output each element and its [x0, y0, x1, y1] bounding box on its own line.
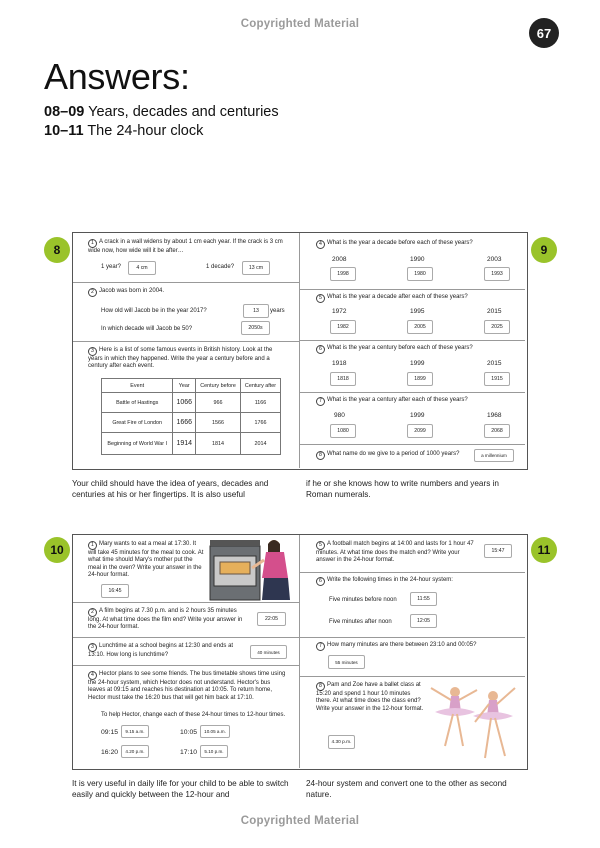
- s1-q5-year-3: 2015: [487, 308, 502, 315]
- s2-q4-question: 4 Hector plans to see some friends. The bus timetable shows time using the 24-hour system, which Hector does not understand. Hector's bus leaves at 09:15 and reaches his destination at 10:05. To return home, Hector must take the 16:20 bus that will get him back at 17:10.: [88, 671, 286, 701]
- s2-note-right: 24-hour system and convert one to the other as second nature.: [306, 779, 507, 799]
- s1-q7-year-2: 1999: [410, 412, 425, 419]
- s2-q4-answer-2: 10.05 a.m.: [200, 725, 230, 738]
- watermark-top: Copyrighted Material: [240, 18, 360, 30]
- s1-q2-answer-2: 2050s: [241, 321, 270, 335]
- s1-q2-question: 2 Jacob was born in 2004.: [88, 288, 288, 297]
- s1-q4-year-2: 1990: [410, 256, 425, 263]
- s2-q7-answer: 55 minutes: [328, 655, 365, 669]
- page-badge-9: 9: [531, 237, 557, 263]
- table-row: Battle of Hastings 1066 966 1166: [102, 393, 281, 413]
- s2-q4-answer-3: 4.20 p.m.: [121, 745, 149, 758]
- s2-note-left: It is very useful in daily life for your child to be able to switch easily and quickly between the 12-hour and: [72, 779, 289, 799]
- s1-q6-answer-1: 1818: [330, 372, 356, 386]
- subtitle-1: 08–09 Years, decades and centuries: [44, 104, 279, 120]
- s1-q6-question: 6 What is the year a century before each of these years?: [316, 345, 516, 354]
- s1-q2-unit: years: [270, 308, 285, 314]
- s1-q3-question: 3 Here is a list of some famous events in British history. Look at the years in which they happened. Write the year a century before and a century after each event.: [88, 347, 273, 370]
- s1-q1-answer-1: 4 cm: [128, 261, 156, 275]
- page-title: Answers:: [44, 56, 190, 97]
- watermark-bottom: Copyrighted Material: [240, 815, 360, 827]
- s1-q1-question: 1 A crack in a wall widens by about 1 cm each year. If the crack is 3 cm wide now, how wide will it be after…: [88, 239, 283, 254]
- s2-q6-label-1: Five minutes before noon: [329, 597, 397, 603]
- s1-q7-answer-1: 1080: [330, 424, 356, 438]
- s2-q1-answer: 16:45: [101, 584, 129, 598]
- s1-q1-label-2: 1 decade?: [206, 264, 235, 270]
- s1-q6-answer-3: 1915: [484, 372, 510, 386]
- s2-q8-question: 8 Pam and Zoe have a ballet class at 15:20 and spend 1 hour 10 minutes there. At what time does the class end? Write your answer in the 12-hour format.: [316, 682, 424, 712]
- s1-q8-answer: a millennium: [474, 449, 514, 462]
- s1-q4-answer-2: 1980: [407, 267, 433, 281]
- s2-q4-time-2: 10:05: [180, 729, 198, 736]
- s1-q7-year-3: 1968: [487, 412, 502, 419]
- s2-q8-answer: 4.30 p.m.: [328, 735, 355, 749]
- page-badge-11: 11: [531, 537, 557, 563]
- page-badge-8: 8: [44, 237, 70, 263]
- s2-q4-time-3: 16:20: [101, 749, 119, 756]
- s2-q4-answer-1: 9.15 a.m.: [121, 725, 149, 738]
- s2-q6-answer-2: 12:05: [410, 614, 437, 628]
- s1-note-left: Your child should have the idea of years, decades and centuries at his or her fingertips. It is also useful: [72, 479, 269, 499]
- s2-q4-instruction: To help Hector, change each of these 24-hour times to 12-hour times.: [101, 712, 286, 718]
- s2-q4-answer-4: 5.10 p.m.: [200, 745, 228, 758]
- oven-woman-illustration: [208, 538, 296, 601]
- table-row: Great Fire of London 1666 1566 1766: [102, 413, 281, 433]
- s2-q6-answer-1: 11:55: [410, 592, 437, 606]
- events-header-year: Year: [173, 379, 196, 393]
- s1-q5-answer-1: 1982: [330, 320, 356, 334]
- s2-q2-question: 2 A film begins at 7.30 p.m. and is 2 hours 35 minutes long. At what time does the film end? Write your answer in the 24-hour format.: [88, 608, 243, 631]
- s1-q4-year-1: 2008: [332, 256, 347, 263]
- s1-q5-question: 5 What is the year a decade after each of these years?: [316, 294, 516, 303]
- ballet-dancers-illustration: [425, 682, 523, 766]
- s1-q4-answer-3: 1993: [484, 267, 510, 281]
- s2-q6-label-2: Five minutes after noon: [329, 619, 392, 625]
- events-table: [101, 378, 281, 455]
- s2-q2-answer: 22:05: [257, 612, 286, 626]
- events-header-after: Century after: [241, 379, 281, 393]
- s1-q1-label-1: 1 year?: [101, 264, 122, 270]
- s2-q5-question: 5 A football match begins at 14:00 and lasts for 1 hour 47 minutes. At what time does the match end? Write your answer in the 24-hour format.: [316, 541, 474, 564]
- s1-q1-answer-2: 13 cm: [242, 261, 270, 275]
- s1-q5-year-1: 1972: [332, 308, 347, 315]
- events-header-before: Century before: [196, 379, 241, 393]
- s1-q2-label-2: In which decade will Jacob be 50?: [101, 326, 193, 332]
- s1-q4-year-3: 2003: [487, 256, 502, 263]
- s2-q3-question: 3 Lunchtime at a school begins at 12:30 and ends at 13:10. How long is lunchtime?: [88, 643, 234, 658]
- s1-q7-answer-3: 2068: [484, 424, 510, 438]
- s1-note-right: if he or she knows how to write numbers and years in Roman numerals.: [306, 479, 499, 499]
- page-badge-10: 10: [44, 537, 70, 563]
- s1-q6-year-1: 1918: [332, 360, 347, 367]
- s2-q4-time-1: 09:15: [101, 729, 119, 736]
- table-row: Beginning of World War I 1914 1814 2014: [102, 433, 281, 455]
- s1-q5-year-2: 1995: [410, 308, 425, 315]
- s1-q2-label-1: How old will Jacob be in the year 2017?: [101, 308, 207, 314]
- s2-q3-answer: 40 minutes: [250, 645, 287, 659]
- s2-q6-question: 6 Write the following times in the 24-hour system:: [316, 577, 516, 586]
- events-header-event: Event: [102, 379, 173, 393]
- s1-q2-answer-1: 13: [243, 304, 269, 318]
- s2-q7-question: 7 How many minutes are there between 23:10 and 00:05?: [316, 642, 516, 651]
- s1-q7-answer-2: 2099: [407, 424, 433, 438]
- s1-q5-answer-2: 2005: [407, 320, 433, 334]
- s1-q4-question: 4 What is the year a decade before each of these years?: [316, 240, 516, 249]
- s1-q7-question: 7 What is the year a century after each of these years?: [316, 397, 516, 406]
- s1-q7-year-1: 980: [334, 412, 345, 419]
- s2-q5-answer: 15:47: [484, 544, 512, 558]
- s1-q8-question: 8 What name do we give to a period of 1000 years?: [316, 451, 481, 460]
- s1-q6-year-2: 1999: [410, 360, 425, 367]
- s2-q4-time-4: 17:10: [180, 749, 198, 756]
- s1-q6-year-3: 2015: [487, 360, 502, 367]
- s1-q5-answer-3: 2025: [484, 320, 510, 334]
- s1-q4-answer-1: 1998: [330, 267, 356, 281]
- subtitle-2: 10–11 The 24-hour clock: [44, 123, 204, 139]
- s2-q1-question: 1 Mary wants to eat a meal at 17:30. It will take 45 minutes for the meal to cook. At what time should Mary's mother put the meal in the oven? Write your answer in the 24-hour format.: [88, 541, 204, 579]
- page-number: 67: [529, 18, 559, 48]
- s1-q6-answer-2: 1899: [407, 372, 433, 386]
